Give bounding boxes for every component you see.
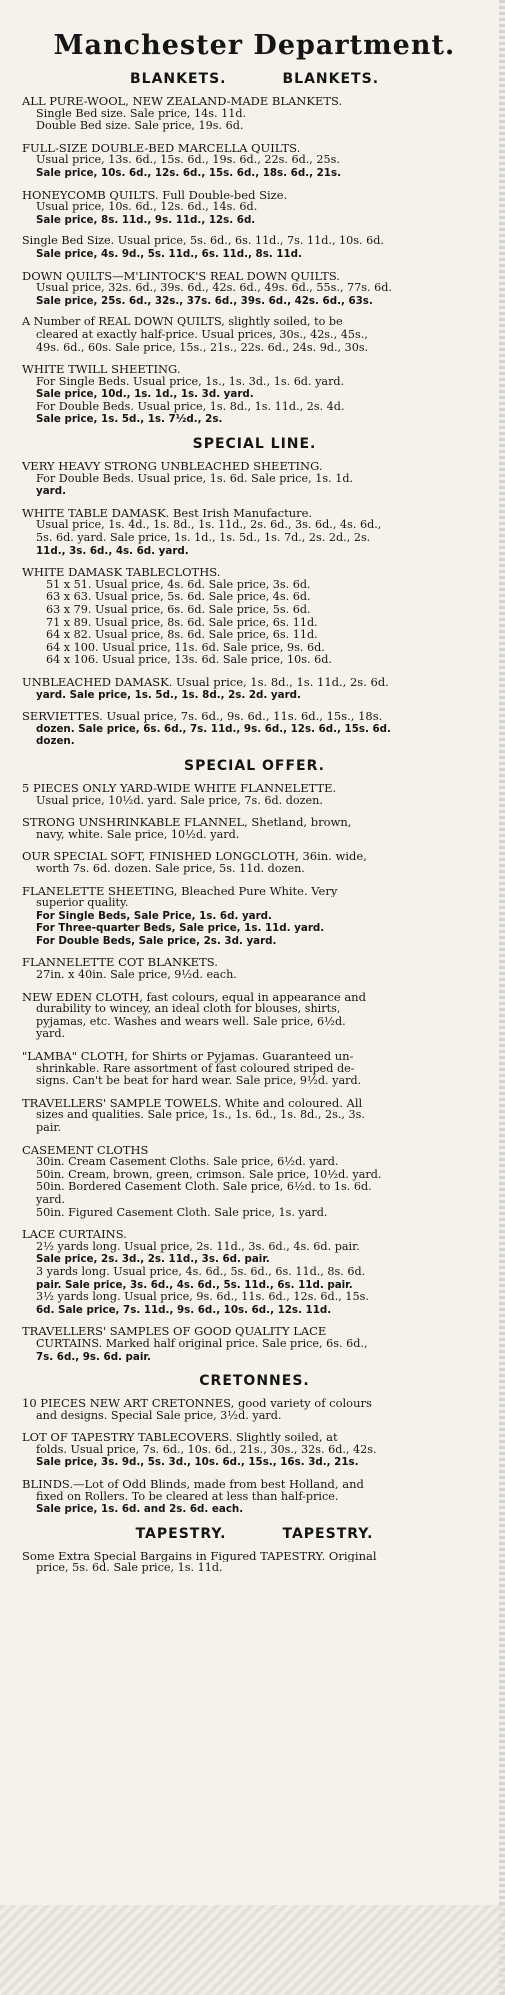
item-text-line: 64 x 100. Usual price, 11s. 6d. Sale price, 9s. 6d. [46, 641, 325, 654]
item-text-line: 5s. 6d. yard. Sale price, 1s. 1d., 1s. 5d., 1s. 7d., 2s. 2d., 2s. [36, 532, 371, 545]
item-text-line: signs. Can't be beat for hard wear. Sale price, 9½d. yard. [36, 1075, 362, 1088]
sale-price-line: For Three-quarter Beds, Sale price, 1s. 11d. yard. [36, 922, 325, 935]
item-text-line: For Double Beds. Usual price, 1s. 6d. Sale price, 1s. 1d. [36, 472, 354, 485]
advert-item [22, 1097, 487, 1135]
item-text-line: folds. Usual price, 7s. 6d., 10s. 6d., 21s., 30s., 32s. 6d., 42s. [36, 1443, 377, 1456]
sale-price-line: For Single Beds, Sale Price, 1s. 6d. yard. [36, 909, 272, 922]
advert-item [22, 316, 487, 354]
advert-item [22, 710, 487, 748]
section-heading-text: BLANKETS. [282, 71, 380, 87]
item-text-line: Usual price, 10½d. yard. Sale price, 7s. 6d. dozen. [36, 794, 323, 807]
item-text-line: 63 x 63. Usual price, 5s. 6d. Sale price, 4s. 6d. [46, 591, 311, 604]
section-heading [22, 1526, 487, 1542]
sale-price-line: 7s. 6d., 9s. 6d. pair. [36, 1350, 151, 1363]
sale-price-line: Sale price, 8s. 11d., 9s. 11d., 12s. 6d. [36, 213, 256, 226]
advert-item [22, 1050, 487, 1088]
item-text-line: price, 5s. 6d. Sale price, 1s. 11d. [36, 1562, 223, 1575]
advert-item [22, 189, 487, 227]
item-text-line: 49s. 6d., 60s. Sale price, 15s., 21s., 22s. 6d., 24s. 9d., 30s. [36, 341, 369, 354]
item-text-line: LACE CURTAINS. [22, 1228, 127, 1241]
item-text-line: OUR SPECIAL SOFT, FINISHED LONGCLOTH, 36in. wide, [22, 850, 367, 863]
item-text-line: 3 yards long. Usual price, 4s. 6d., 5s. 6d., 6s. 11d., 8s. 6d. [36, 1265, 366, 1278]
sale-price-line: For Double Beds, Sale price, 2s. 3d. yard. [36, 934, 277, 947]
advert-item [22, 507, 487, 557]
item-text-line: FLANNELETTE COT BLANKETS. [22, 956, 218, 970]
item-text-line: A Number of REAL DOWN QUILTS, slightly soiled, to be [22, 316, 343, 329]
item-text-line: 3½ yards long. Usual price, 9s. 6d., 11s. 6d., 12s. 6d., 15s. [36, 1291, 369, 1304]
item-text-line: sizes and qualities. Sale price, 1s., 1s. 6d., 1s. 8d., 2s., 3s. [36, 1109, 365, 1122]
item-text-line: navy, white. Sale price, 10½d. yard. [36, 828, 240, 841]
item-text-line: WHITE TABLE DAMASK. Best Irish Manufacture. [22, 506, 313, 520]
item-text-line: worth 7s. 6d. dozen. Sale price, 5s. 11d. dozen. [36, 862, 305, 875]
item-text-line: pair. [36, 1122, 62, 1134]
item-text-line: HONEYCOMB QUILTS. Full Double-bed Size. [22, 188, 288, 202]
sale-price-line: Sale price, 1s. 5d., 1s. 7½d., 2s. [36, 413, 223, 426]
item-text-line: yard. [36, 1028, 66, 1041]
section-heading-text: CRETONNES. [199, 1373, 310, 1390]
sale-price-line: yard. Sale price, 1s. 5d., 1s. 8d., 2s. 2d. yard. [36, 688, 301, 701]
sale-price-line: yard. [36, 485, 67, 498]
item-text-line: 63 x 79. Usual price, 6s. 6d. Sale price, 5s. 6d. [46, 604, 311, 616]
item-text-line: Usual price, 10s. 6d., 12s. 6d., 14s. 6d. [36, 201, 258, 214]
item-text-line: Some Extra Special Bargains in Figured TAPESTRY. Original [22, 1549, 377, 1563]
section-heading-text: SPECIAL LINE. [192, 436, 317, 453]
item-text-line: STRONG UNSHRINKABLE FLANNEL, Shetland, brown, [22, 816, 352, 829]
item-text-line: 51 x 51. Usual price, 4s. 6d. Sale price, 3s. 6d. [46, 578, 311, 591]
advert-item [22, 566, 487, 667]
item-text-line: 27in. x 40in. Sale price, 9½d. each. [36, 969, 237, 982]
sale-price-line: Sale price, 4s. 9d., 5s. 11d., 6s. 11d., 8s. 11d. [36, 247, 302, 260]
sale-price-line: dozen. [36, 735, 75, 748]
item-text-line: TRAVELLERS' SAMPLES OF GOOD QUALITY LACE [22, 1325, 327, 1338]
item-text-line: cleared at exactly half-price. Usual prices, 30s., 42s., 45s., [36, 328, 368, 341]
advert-content [22, 71, 487, 1575]
section-heading [22, 758, 487, 774]
item-text-line: shrinkable. Rare assortment of fast coloured striped de- [36, 1062, 355, 1075]
advert-item [22, 1228, 487, 1316]
advert-item [22, 782, 487, 807]
item-text-line: NEW EDEN CLOTH, fast colours, equal in appearance and [22, 990, 366, 1004]
item-text-line: durability to wincey, an ideal cloth for blouses, shirts, [36, 1003, 341, 1016]
item-text-line: 64 x 106. Usual price, 13s. 6d. Sale price, 10s. 6d. [46, 654, 332, 667]
sale-price-line: 11d., 3s. 6d., 4s. 6d. yard. [36, 544, 189, 557]
advert-item [22, 1550, 487, 1575]
item-text-line: DOWN QUILTS—M'LINTOCK'S REAL DOWN QUILTS. [22, 269, 340, 283]
item-text-line: VERY HEAVY STRONG UNBLEACHED SHEETING. [22, 460, 323, 473]
advert-item [22, 460, 487, 498]
item-text-line: For Single Beds. Usual price, 1s., 1s. 3d., 1s. 6d. yard. [36, 375, 345, 388]
advert-item [22, 885, 487, 948]
item-text-line: 10 PIECES NEW ART CRETONNES, good variety of colours [22, 1397, 372, 1410]
advert-item [22, 991, 487, 1041]
item-text-line: Usual price, 32s. 6d., 39s. 6d., 42s. 6d., 49s. 6d., 55s., 77s. 6d. [36, 282, 392, 295]
sale-price-line: 6d. Sale price, 7s. 11d., 9s. 6d., 10s. 6d., 12s. 11d. [36, 1303, 332, 1316]
sale-price-line: pair. Sale price, 3s. 6d., 4s. 6d., 5s. 11d., 6s. 11d. pair. [36, 1278, 353, 1291]
item-text-line: UNBLEACHED DAMASK. Usual price, 1s. 8d., 1s. 11d., 2s. 6d. [22, 675, 389, 689]
item-text-line: pyjamas, etc. Washes and wears well. Sale price, 6½d. [36, 1015, 346, 1028]
advert-item [22, 676, 487, 701]
page-bottom-texture [0, 1905, 505, 1995]
item-text-line: FLANELETTE SHEETING, Bleached Pure White. Very [22, 884, 338, 898]
sale-price-line: Sale price, 1s. 6d. and 2s. 6d. each. [36, 1503, 244, 1516]
item-text-line: WHITE TWILL SHEETING. [22, 363, 181, 376]
item-text-line: 2½ yards long. Usual price, 2s. 11d., 3s. 6d., 4s. 6d. pair. [36, 1240, 360, 1253]
section-heading-text: SPECIAL OFFER. [184, 757, 325, 774]
sale-price-line: Sale price, 10d., 1s. 1d., 1s. 3d. yard. [36, 388, 254, 401]
section-heading [22, 71, 487, 87]
advert-item [22, 235, 487, 260]
item-text-line: TRAVELLERS' SAMPLE TOWELS. White and coloured. All [22, 1096, 363, 1110]
advert-item [22, 1325, 487, 1363]
sale-price-line: Sale price, 3s. 9d., 5s. 3d., 10s. 6d., 15s., 16s. 3d., 21s. [36, 1456, 359, 1469]
item-text-line: Single Bed size. Sale price, 14s. 11d. [36, 107, 247, 120]
advert-item [22, 1144, 487, 1220]
advert-item [22, 956, 487, 981]
item-text-line: and designs. Special Sale price, 3½d. yard. [36, 1409, 282, 1422]
item-text-line: 50in. Cream, brown, green, crimson. Sale price, 10½d. yard. [36, 1168, 382, 1181]
sale-price-line: dozen. Sale price, 6s. 6d., 7s. 11d., 9s. 6d., 12s. 6d., 15s. 6d. [36, 722, 391, 735]
item-text-line: Usual price, 13s. 6d., 15s. 6d., 19s. 6d., 22s. 6d., 25s. [36, 154, 340, 167]
item-text-line: "LAMBA" CLOTH, for Shirts or Pyjamas. Guaranteed un- [22, 1050, 354, 1063]
page-edge-shadow [499, 0, 505, 1995]
section-heading-text: BLANKETS. [129, 71, 227, 87]
item-text-line: fixed on Rollers. To be cleared at less than half-price. [36, 1490, 339, 1503]
section-heading-text: TAPESTRY. [135, 1525, 227, 1542]
sale-price-line: Sale price, 10s. 6d., 12s. 6d., 15s. 6d., 18s. 6d., 21s. [36, 166, 341, 179]
advert-item [22, 95, 487, 133]
masthead-title: Manchester Department. [53, 30, 456, 61]
advert-item [22, 1431, 487, 1469]
item-text-line: 50in. Bordered Casement Cloth. Sale price, 6½d. to 1s. 6d. [36, 1181, 372, 1194]
item-text-line: CURTAINS. Marked half original price. Sale price, 6s. 6d., [36, 1337, 368, 1350]
advert-item [22, 850, 487, 875]
item-text-line: 71 x 89. Usual price, 8s. 6d. Sale price, 6s. 11d. [46, 616, 318, 629]
item-text-line: CASEMENT CLOTHS [22, 1143, 149, 1157]
advert-item [22, 142, 487, 180]
item-text-line: LOT OF TAPESTRY TABLECOVERS. Slightly soiled, at [22, 1431, 338, 1444]
item-text-line: 64 x 82. Usual price, 8s. 6d. Sale price, 6s. 11d. [46, 629, 318, 642]
advert-item [22, 270, 487, 308]
advert-item [22, 1397, 487, 1422]
item-text-line: ALL PURE-WOOL, NEW ZEALAND-MADE BLANKETS. [22, 95, 343, 108]
advert-item [22, 816, 487, 841]
sale-price-line: Sale price, 25s. 6d., 32s., 37s. 6d., 39s. 6d., 42s. 6d., 63s. [36, 294, 373, 307]
advert-item [22, 363, 487, 426]
item-text-line: Single Bed Size. Usual price, 5s. 6d., 6s. 11d., 7s. 11d., 10s. 6d. [22, 235, 384, 248]
item-text-line: BLINDS.—Lot of Odd Blinds, made from best Holland, and [22, 1478, 364, 1491]
item-text-line: WHITE DAMASK TABLECLOTHS. [22, 566, 221, 579]
advert-item [22, 1478, 487, 1516]
item-text-line: SERVIETTES. Usual price, 7s. 6d., 9s. 6d., 11s. 6d., 15s., 18s. [22, 710, 383, 723]
item-text-line: 5 PIECES ONLY YARD-WIDE WHITE FLANNELETTE. [22, 781, 337, 795]
section-heading [22, 1373, 487, 1389]
item-text-line: superior quality. [36, 897, 129, 910]
section-heading-text: TAPESTRY. [282, 1525, 374, 1542]
item-text-line: Usual price, 1s. 4d., 1s. 8d., 1s. 11d., 2s. 6d., 3s. 6d., 4s. 6d., [36, 519, 382, 532]
item-text-line: 50in. Figured Casement Cloth. Sale price, 1s. yard. [36, 1206, 328, 1219]
item-text-line: FULL-SIZE DOUBLE-BED MARCELLA QUILTS. [22, 141, 301, 155]
item-text-line: yard. [36, 1193, 66, 1206]
section-heading [22, 436, 487, 452]
sale-price-line: Sale price, 2s. 3d., 2s. 11d., 3s. 6d. pair. [36, 1253, 270, 1266]
item-text-line: 30in. Cream Casement Cloths. Sale price, 6½d. yard. [36, 1156, 339, 1169]
item-text-line: For Double Beds. Usual price, 1s. 8d., 1s. 11d., 2s. 4d. [36, 400, 345, 413]
item-text-line: Double Bed size. Sale price, 19s. 6d. [36, 120, 244, 133]
